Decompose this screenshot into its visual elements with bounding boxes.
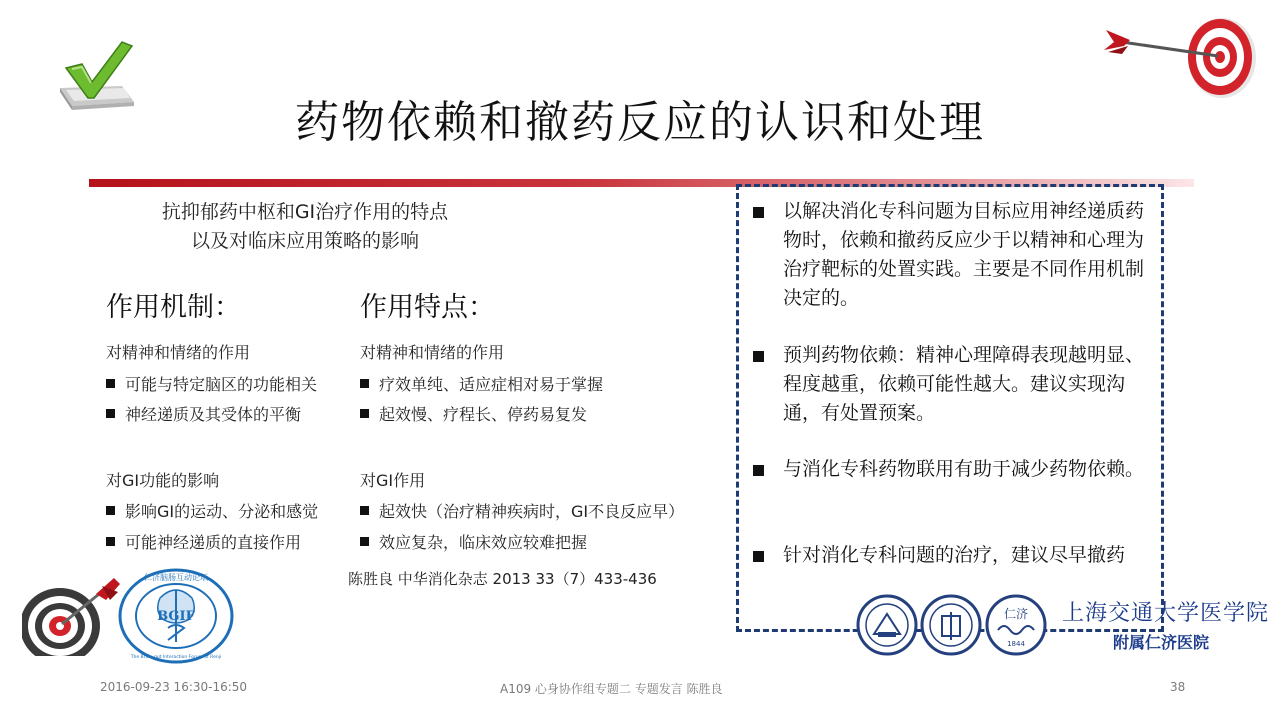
svg-text:The Brain-gut Interaction Foru: The Brain-gut Interaction Forum of Renji xyxy=(130,655,222,660)
hospital-name: 附属仁济医院 xyxy=(1113,633,1210,652)
list-item: 效应复杂，临床效应较难把握 xyxy=(360,530,587,553)
mechanism-mental-label: 对精神和情绪的作用 xyxy=(106,343,251,362)
school-name: 上海交通大学医学院 xyxy=(1062,601,1270,626)
list-item: 神经递质及其受体的平衡 xyxy=(106,402,301,425)
bullet-square-icon xyxy=(360,409,369,418)
bullet-square-icon xyxy=(106,409,115,418)
svg-text:仁济脑肠互动论坛: 仁济脑肠互动论坛 xyxy=(144,573,208,582)
list-item: 疗效单纯、适应症相对易于掌握 xyxy=(360,372,603,395)
bgif-logo xyxy=(118,568,234,664)
dartboard-icon xyxy=(22,574,122,656)
medical-school-seal-icon xyxy=(920,594,982,656)
bullet-square-icon xyxy=(753,465,764,476)
list-item: 可能神经递质的直接作用 xyxy=(106,530,301,553)
left-panel xyxy=(40,190,710,600)
svg-text:仁济: 仁济 xyxy=(1003,607,1029,621)
citation: 陈胜良 中华消化杂志 2013 33（7）433-436 xyxy=(348,570,657,588)
renji-seal-icon xyxy=(984,594,1048,656)
bullet-square-icon xyxy=(753,351,764,362)
footer-session: A109 心身协作组专题二 专题发言 陈胜良 xyxy=(500,682,723,696)
footer-date: 2016-09-23 16:30-16:50 xyxy=(100,680,248,694)
university-seal-icon xyxy=(856,594,918,656)
list-item: 以解决消化专科问题为目标应用神经递质药物时，依赖和撤药反应少于以精神和心理为治疗靶标的处置实践。主要是不同作用机制决定的。 xyxy=(753,197,1153,313)
slide-title: 药物依赖和撤药反应的认识和处理 xyxy=(295,97,985,148)
features-heading: 作用特点： xyxy=(360,292,495,323)
right-panel-frame xyxy=(736,184,1164,632)
bullet-square-icon xyxy=(106,379,115,388)
list-item: 影响GI的运动、分泌和感觉 xyxy=(106,499,318,522)
panel-subtitle-line1: 抗抑郁药中枢和GI治疗作用的特点 xyxy=(161,201,449,223)
bullet-square-icon xyxy=(753,207,764,218)
svg-text:1844: 1844 xyxy=(1007,640,1025,648)
features-gi-label: 对GI作用 xyxy=(360,471,426,490)
bullet-square-icon xyxy=(753,551,764,562)
bullet-square-icon xyxy=(360,506,369,515)
list-item: 预判药物依赖：精神心理障碍表现越明显、程度越重，依赖可能性越大。建议实现沟通，有处置预案。 xyxy=(753,341,1153,428)
bullet-square-icon xyxy=(360,537,369,546)
mechanism-gi-label: 对GI功能的影响 xyxy=(106,471,220,490)
features-mental-label: 对精神和情绪的作用 xyxy=(360,343,505,362)
list-item: 起效慢、疗程长、停药易复发 xyxy=(360,402,587,425)
mechanism-heading: 作用机制： xyxy=(106,292,241,323)
bullet-square-icon xyxy=(106,537,115,546)
panel-subtitle-line2: 以及对临床应用策略的影响 xyxy=(190,230,419,252)
list-item: 可能与特定脑区的功能相关 xyxy=(106,372,317,395)
bullet-square-icon xyxy=(360,379,369,388)
list-item: 针对消化专科问题的治疗，建议尽早撤药 xyxy=(753,541,1153,570)
list-item: 与消化专科药物联用有助于减少药物依赖。 xyxy=(753,455,1153,484)
footer-page-number: 38 xyxy=(1170,680,1186,694)
bullet-square-icon xyxy=(106,506,115,515)
list-item: 起效快（治疗精神疾病时，GI不良反应早） xyxy=(360,499,684,522)
svg-text:BGIF: BGIF xyxy=(157,609,195,624)
